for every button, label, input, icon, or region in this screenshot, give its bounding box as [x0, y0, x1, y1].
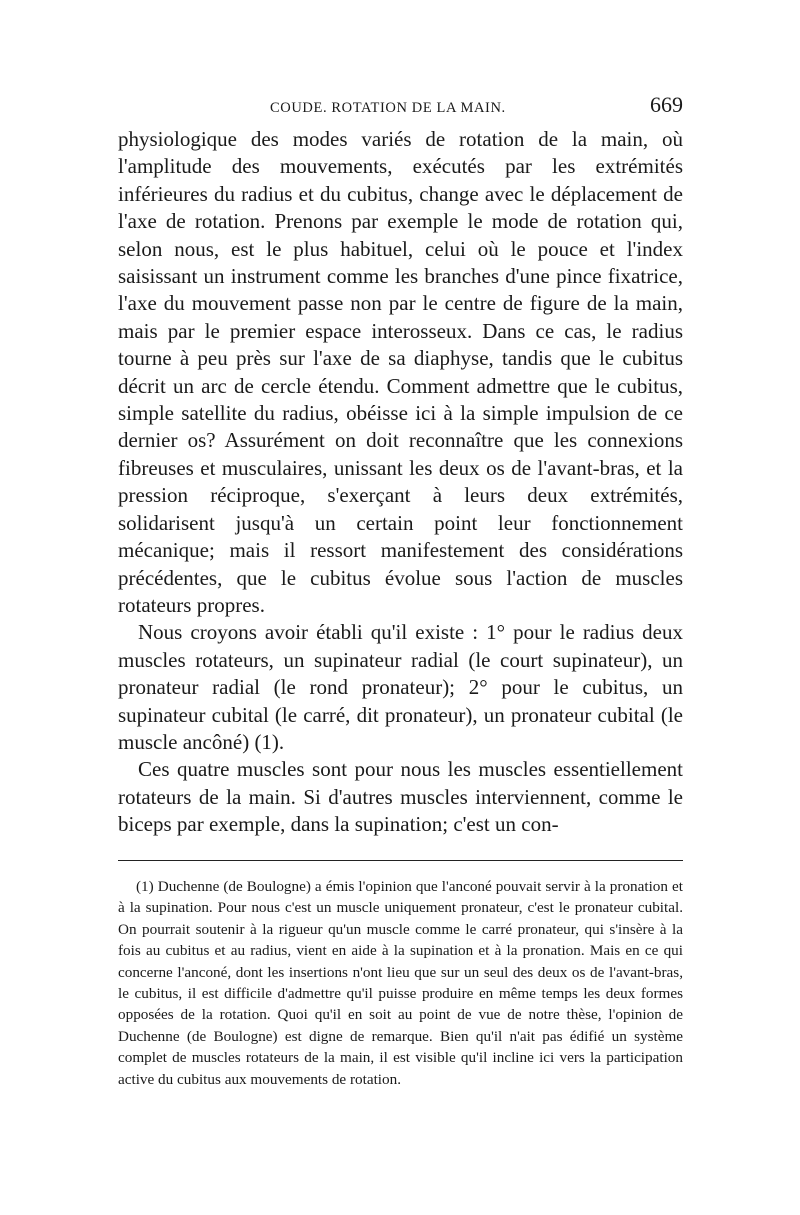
paragraph-essential-rotators: Ces quatre muscles sont pour nous les muscles essentiellement rotateurs de la main. Si d'autres muscles interviennent, comme le biceps par exemple, dans la supination; c'est un con- [118, 757, 683, 837]
paragraph-continuation: physiologique des modes variés de rotation de la main, où l'amplitude des mouvements, exécutés par les extrémités inférieures du radius et du cubitus, change avec le déplacement de l'axe de rotation. Prenons par exemple le mode de rotation qui, selon nous, est le plus habituel, celui où le pouce et l'index saisissant un instrument comme les branches d'une pince fixatrice, l'axe du mouvement passe non par le centre de figure de la main, mais par le premier espace interosseux. Dans ce cas, le radius tourne à peu près sur l'axe de sa diaphyse, tandis que le cubitus décrit un arc de cercle étendu. Comment admettre que le cubitus, simple satellite du radius, obéisse ici à la simple impulsion de ce dernier os? Assurément on doit reconnaître que les connexions fibreuses et musculaires, unissant les deux os de l'avant-bras, et la pression réciproque, s'exerçant à leurs deux extrémités, solidarisent jusqu'à un certain point leur fonctionnement mécanique; mais il ressort manifestement des considérations précédentes, que le cubitus évolue sous l'action de muscles rotateurs propres. [118, 127, 683, 617]
page-header [118, 92, 683, 124]
paragraph-rotator-muscles: Nous croyons avoir établi qu'il existe : 1° pour le radius deux muscles rotateurs, un supinateur radial (le court supinateur), un pronateur radial (le rond pronateur); 2° pour le cubitus, un supinateur cubital (le carré, dit pronateur), un pronateur cubital (le muscle ancôné) (1). [118, 620, 683, 754]
footnote-divider [118, 860, 683, 861]
footnote [118, 876, 683, 1090]
page-number: 669 [650, 92, 683, 117]
footnote-text: (1) Duchenne (de Boulogne) a émis l'opinion que l'anconé pouvait servir à la pronation et à la supination. Pour nous c'est un muscle uniquement pronateur, c'est le pronateur cubital. On pourrait soutenir à la rigueur qu'un muscle comme le carré pronateur, qui s'insère à la fois au cubitus et au radius, vient en aide à la supination et à la pronation. Mais en ce qui concerne l'anconé, dont les insertions n'ont lieu que sur un seul des deux os de l'avant-bras, le cubitus, il est difficile d'admettre qu'il puisse produire en même temps les deux formes opposées de la rotation. Quoi qu'il en soit au point de vue de notre thèse, l'opinion de Duchenne (de Boulogne) est digne de remarque. Bien qu'il n'ait pas édifié un système complet de muscles rotateurs de la main, il est visible qu'il incline ici vers la participation active du cubitus aux mouvements de rotation. [118, 878, 683, 1088]
main-text [118, 126, 683, 839]
running-title: COUDE. ROTATION DE LA MAIN. [270, 100, 506, 116]
